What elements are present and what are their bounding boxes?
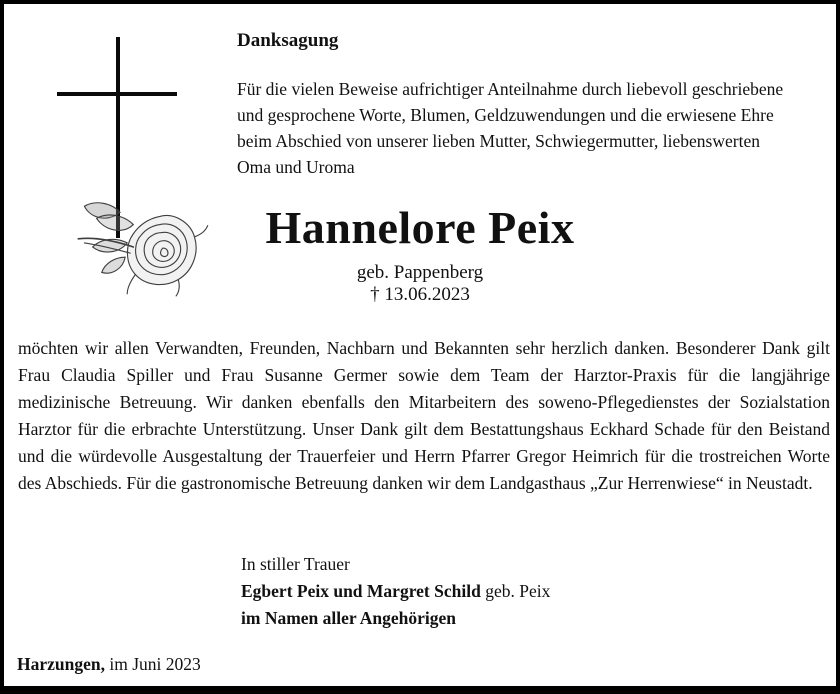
deceased-name: Hannelore Peix [265, 202, 575, 253]
mourners-line [241, 578, 550, 605]
notice-title: Danksagung [237, 30, 339, 51]
place-name: Harzungen, [17, 654, 105, 674]
maiden-name: geb. Pappenberg [356, 262, 484, 283]
closing-block [241, 551, 550, 632]
thanks-paragraph: möchten wir allen Verwandten, Freunden, Nachbarn und Bekannten sehr herzlich danken. Besonderer Dank gilt Frau Claudia Spiller und Frau Susanne Germer sowie dem Team der Harztor-Praxis für die langjährige medizinische Betreuung. Wir danken ebenfalls den Mitarbeitern des soweno-Pflegedienstes der Sozialstation Harztor für die erbrachte Unterstützung. Unser Dank gilt dem Bestattungshaus Eckhard Schade für den Beistand und die würdevolle Ausgestaltung der Trauerfeier und Herrn Pfarrer Gregor Heimrich für die trostreichen Worte des Abschieds. Für die gastronomische Betreuung danken wir dem Landgasthaus „Zur Herrenwiese“ in Neustadt. [18, 338, 830, 493]
deceased-name-block [4, 203, 836, 306]
mourners-maiden-name: geb. Peix [485, 581, 551, 601]
mourners-names: Egbert Peix und Margret Schild [241, 581, 481, 601]
place-date-line [17, 652, 201, 676]
cross-horizontal-beam [57, 92, 177, 96]
death-date: † 13.06.2023 [370, 284, 470, 305]
intro-paragraph: Für die vielen Beweise aufrichtiger Anteilnahme durch liebevoll geschriebene und gesprochene Worte, Blumen, Geldzuwendungen und die erwiesene Ehre beim Abschied von unserer lieben Mutter, Schwiegermutter, liebenswerten Oma und Uroma [237, 79, 784, 177]
family-line: im Namen aller Angehörigen [241, 608, 457, 628]
notice-date: im Juni 2023 [109, 654, 201, 674]
closing-intro: In stiller Trauer [241, 554, 350, 574]
header-block [237, 28, 794, 180]
